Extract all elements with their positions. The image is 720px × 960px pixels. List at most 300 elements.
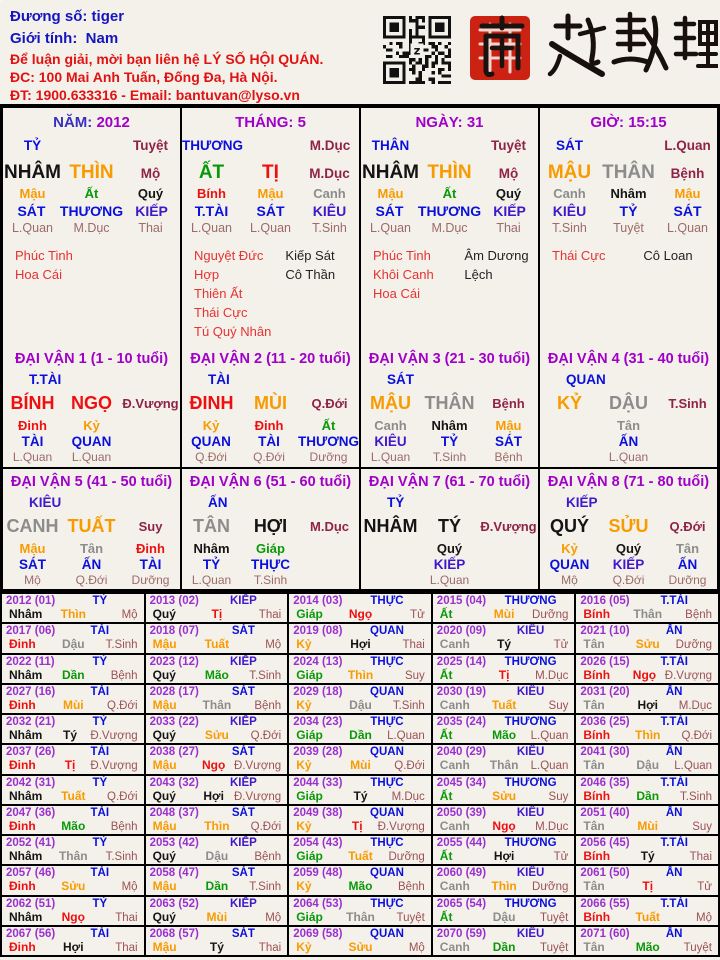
year-cell	[2, 594, 144, 622]
dai-van-sub-stem: Đinh	[18, 418, 47, 433]
star-red: Tú Quý Nhân	[194, 324, 272, 339]
dai-van-sub-god: KIẾP	[612, 556, 645, 572]
year-cell-line1	[433, 928, 575, 940]
year-stem: Giáp	[296, 788, 323, 803]
dai-van-sub-stage: L.Quan	[608, 450, 649, 464]
year-stem: Đinh	[9, 879, 36, 894]
year-cell-line2	[576, 607, 718, 621]
pillar-4	[540, 108, 717, 350]
year-label: 2015 (04)	[436, 595, 487, 608]
pillar-god-stage-row-item: Tuyệt	[132, 138, 168, 153]
year-cell-line1	[2, 898, 144, 910]
year-cell-line1	[576, 656, 718, 668]
year-label: 2065 (54)	[436, 897, 487, 910]
year-stage: Đ.Vượng	[234, 760, 282, 773]
star-red: Thái Cực	[194, 305, 248, 320]
dai-van-subcolumn	[3, 541, 62, 588]
year-cell-line1	[433, 898, 575, 910]
dai-van-stem-branch-row-item: SỬU	[608, 515, 649, 536]
year-stage: Thai	[402, 639, 425, 652]
year-stage: M.Dục	[391, 790, 425, 803]
pillar-stem-branch-row-item: THÂN	[602, 162, 655, 183]
year-cell-line1	[2, 746, 144, 758]
year-label: 2029 (18)	[293, 685, 343, 698]
contact-line-1: Để luận giải, mời bạn liên hệ LÝ SỐ HỘI QUÁN.	[10, 51, 324, 67]
year-branch: Mùi	[206, 909, 228, 924]
year-cell-line2	[2, 668, 144, 682]
dai-van-title: ĐẠI VẬN 3 (21 - 30 tuổi)	[368, 351, 531, 367]
dai-van-subcolumn	[62, 418, 121, 465]
year-cell	[2, 866, 144, 894]
year-label: 2016 (05)	[580, 595, 630, 608]
year-cell	[576, 866, 718, 894]
year-god: THỰC	[370, 716, 404, 729]
year-label: 2017 (06)	[6, 625, 56, 638]
dai-van-subcolumns	[182, 418, 359, 465]
year-cell-line1	[146, 625, 288, 637]
year-cell-line2	[146, 819, 288, 833]
dai-van-title: ĐẠI VẬN 6 (51 - 60 tuổi)	[189, 473, 352, 490]
year-cell-line1	[576, 686, 718, 698]
year-stem: Ất	[439, 909, 453, 924]
year-god: QUAN	[370, 625, 404, 638]
year-god: ẤN	[665, 806, 683, 819]
year-cell-line2	[146, 728, 288, 742]
dai-van-subcolumn	[540, 541, 599, 588]
dai-van-stem-branch-row-item: TÝ	[437, 515, 461, 536]
pillar-hidden-gods-row-item: KIẾP	[493, 203, 526, 219]
year-stage: Q.Đới	[107, 790, 138, 803]
pillar-hidden-gods-row-item: TỶ	[619, 203, 638, 219]
year-god: KIẾP	[229, 655, 257, 668]
year-cell-line1	[576, 928, 718, 940]
year-god: TÀI	[90, 685, 110, 698]
star-black: Kiếp Sát	[285, 248, 335, 263]
year-cell-line2	[576, 758, 718, 772]
pillar-stages-row-item: L.Quan	[369, 221, 411, 235]
pillar-stages-row	[540, 221, 717, 239]
pillar-hidden-stems-row	[361, 186, 538, 203]
year-cell	[289, 624, 431, 652]
year-cell	[146, 624, 288, 652]
year-stage: Suy	[548, 790, 569, 803]
dai-van-god: SÁT	[387, 372, 414, 387]
year-stem: Bính	[583, 728, 611, 743]
year-cell-line1	[576, 625, 718, 637]
year-label: 2046 (35)	[580, 776, 630, 789]
year-label: 2068 (57)	[149, 927, 199, 940]
pillar-god-stage-row	[3, 138, 180, 160]
year-branch: Mùi	[637, 818, 659, 833]
year-cell	[289, 897, 431, 925]
pillar-title	[182, 108, 359, 138]
year-cell-line1	[433, 686, 575, 698]
year-stage: Dưỡng	[388, 851, 425, 864]
year-god: QUAN	[370, 806, 404, 819]
year-cell	[433, 806, 575, 834]
dai-van-subcolumn	[420, 541, 479, 588]
year-branch: Dần	[205, 879, 229, 894]
year-god: SÁT	[231, 746, 255, 759]
year-label: 2037 (26)	[6, 746, 56, 759]
year-cell-line2	[146, 849, 288, 863]
year-stem: Kỷ	[296, 939, 312, 954]
calligraphy-char-viet	[550, 16, 604, 74]
year-branch: Tuất	[61, 788, 86, 803]
year-stem: Giáp	[296, 667, 323, 682]
dai-van-subcolumn	[658, 418, 717, 465]
year-cell-line2	[289, 728, 431, 742]
pillar-stem-branch-row-item: Mộ	[498, 165, 519, 181]
year-branch: Thân	[633, 607, 663, 622]
year-label: 2036 (25)	[580, 716, 630, 729]
year-branch: Sửu	[492, 788, 517, 803]
year-cell-line2	[146, 879, 288, 893]
year-branch: Hợi	[493, 849, 515, 864]
year-god: QUAN	[370, 685, 404, 698]
year-branch: Thân	[346, 909, 375, 924]
year-label: 2060 (49)	[436, 867, 487, 880]
dai-van-subcolumn	[599, 541, 658, 588]
year-label: 2030 (19)	[436, 685, 487, 698]
year-branch: Thìn	[635, 728, 661, 743]
year-cell-line2	[433, 910, 575, 924]
year-branch: Thìn	[491, 879, 517, 894]
year-cell	[433, 624, 575, 652]
year-label: 2031 (20)	[580, 685, 630, 698]
year-label: 2012 (01)	[6, 595, 56, 608]
dai-van-stem-branch-row-item: Q.Đới	[669, 518, 706, 534]
year-cell	[289, 927, 431, 955]
pillar-hidden-gods-row-item: THƯƠNG	[417, 203, 482, 219]
year-branch: Hợi	[63, 939, 84, 954]
year-branch: Hợi	[350, 637, 371, 652]
year-stage: Thai	[689, 851, 713, 864]
year-stage: Mộ	[265, 639, 282, 652]
year-stage: Bệnh	[110, 820, 138, 833]
pillar-stars	[540, 239, 717, 265]
year-cell-line1	[576, 898, 718, 910]
dai-van-stem-branch-row-item: KỶ	[556, 393, 582, 413]
dai-van-subcolumn	[540, 418, 599, 465]
dai-van-7	[361, 469, 538, 590]
year-cell	[146, 897, 288, 925]
year-cell-line2	[433, 637, 575, 651]
pillar-hidden-stems-row	[182, 186, 359, 203]
year-cell-line2	[2, 607, 144, 621]
dai-van-title: ĐẠI VẬN 5 (41 - 50 tuổi)	[10, 473, 173, 490]
year-cell	[289, 776, 431, 804]
dai-van-sub-stage: Dưỡng	[668, 572, 707, 587]
pillar-hidden-stems-row-item: Ất	[84, 186, 99, 201]
star-red: Phúc Tinh	[15, 248, 73, 263]
dai-van-subcolumn	[182, 418, 240, 465]
dai-van-subcolumn	[420, 418, 479, 465]
dai-van-subcolumn	[361, 541, 420, 588]
year-label: 2014 (03)	[293, 595, 343, 608]
year-stage: Mộ	[121, 881, 138, 894]
year-cell-line2	[146, 668, 288, 682]
year-stem: Ất	[439, 667, 453, 682]
year-god: THỰC	[370, 595, 404, 608]
year-stage: Tuyệt	[683, 941, 713, 954]
dai-van-sub-stage: Q.Đới	[612, 572, 645, 587]
year-branch: Tị	[64, 758, 76, 773]
year-cell-line2	[433, 607, 575, 621]
pillar-hidden-stems-row-item: Mậu	[257, 186, 284, 201]
dai-van-sub-stage: L.Quan	[12, 450, 53, 464]
year-god: THỰC	[370, 837, 404, 850]
dai-van-8	[540, 469, 717, 590]
year-branch: Sửu	[348, 939, 373, 954]
dai-van-god: QUAN	[566, 372, 606, 387]
year-stem: Quý	[152, 909, 176, 924]
year-stage: Đ.Vượng	[377, 820, 425, 833]
dai-van-sub-stem: Tân	[79, 540, 104, 556]
year-god: SÁT	[231, 625, 255, 638]
year-stem: Tân	[583, 879, 605, 894]
year-stage: Q.Đới	[107, 699, 138, 712]
year-stem: Mậu	[152, 939, 177, 954]
dai-van-sub-stage: L.Quan	[191, 572, 232, 587]
year-branch: Tuất	[635, 909, 660, 924]
year-cell	[576, 836, 718, 864]
pillar-hidden-gods-row-item: SÁT	[673, 203, 702, 219]
year-god: T.TÀI	[660, 655, 688, 668]
year-cell	[146, 715, 288, 743]
year-stage: M.Dục	[678, 699, 713, 712]
star-red: Thiên Ất	[194, 286, 243, 301]
dai-van-stem-branch-row-item: T.Sinh	[668, 396, 707, 411]
year-branch: Dần	[492, 939, 516, 954]
year-stem: Bính	[583, 849, 611, 864]
year-cell	[2, 927, 144, 955]
pillar-title-value: 15:15	[628, 114, 667, 131]
pillar-hidden-gods-row-item: KIẾP	[135, 203, 168, 219]
year-label: 2025 (14)	[436, 655, 487, 668]
year-stem: Nhâm	[9, 909, 43, 924]
year-stage: Tử	[553, 639, 569, 652]
pillar-stars	[182, 239, 359, 341]
pillar-stages-row-item: T.Sinh	[312, 221, 347, 235]
pillar-title-value: 2012	[96, 114, 130, 131]
year-god: KIÊU	[516, 746, 545, 759]
dai-van-6	[182, 469, 359, 590]
dai-van-sub-stage: Q.Đới	[195, 450, 227, 464]
year-stage: Q.Đới	[250, 820, 282, 833]
year-cell	[289, 685, 431, 713]
gender-label: Giới tính:	[10, 30, 78, 47]
pillar-stem-branch-row-item: THÌN	[69, 162, 114, 183]
year-branch: Hợi	[637, 697, 658, 712]
year-branch: Thân	[489, 758, 519, 773]
pillar-stem-branch-row	[3, 160, 180, 186]
dai-van-stem-branch-row-item: QUÝ	[549, 515, 589, 536]
year-label: 2018 (07)	[149, 625, 199, 638]
year-label: 2038 (27)	[149, 746, 199, 759]
year-branch: Thìn	[60, 607, 86, 622]
year-cell-line1	[289, 595, 431, 607]
year-cell-line1	[146, 595, 288, 607]
dai-van-title: ĐẠI VẬN 1 (1 - 10 tuổi)	[14, 351, 169, 367]
year-god: SÁT	[231, 867, 255, 880]
header	[10, 6, 380, 104]
year-stem: Kỷ	[296, 879, 312, 894]
year-stage: Tuyệt	[540, 911, 569, 924]
year-stage: Dưỡng	[532, 609, 569, 622]
year-stem: Ất	[439, 607, 453, 622]
year-cell-line2	[433, 879, 575, 893]
year-cell-line1	[433, 867, 575, 879]
dai-van-subcolumn	[241, 541, 300, 588]
dai-van-stem-branch-row	[182, 391, 359, 416]
year-cell	[576, 776, 718, 804]
pillar-stars-red	[194, 246, 285, 341]
year-cell-line2	[289, 668, 431, 682]
pillar-god-stage-row-item: M.Dục	[309, 138, 351, 153]
year-cell-line2	[576, 668, 718, 682]
year-stem: Nhâm	[9, 728, 43, 743]
year-cell-line2	[2, 698, 144, 712]
year-stage: L.Quan	[530, 760, 569, 773]
year-cell	[433, 715, 575, 743]
year-branch: Ngọ	[632, 667, 657, 682]
year-stage: Dưỡng	[675, 639, 713, 652]
year-cell	[2, 776, 144, 804]
dai-van-sub-stem: Kỷ	[561, 540, 578, 556]
year-label: 2033 (22)	[149, 716, 199, 729]
year-god: KIÊU	[516, 927, 545, 940]
year-label: 2054 (43)	[293, 837, 343, 850]
year-cell-line1	[2, 837, 144, 849]
dai-van-stem-branch-row	[540, 514, 717, 539]
year-branch: Tuất	[348, 849, 373, 864]
pillar-stages-row	[182, 221, 359, 239]
year-cell-line1	[146, 928, 288, 940]
pillar-3	[361, 108, 538, 350]
year-stage: T.Sinh	[249, 669, 282, 682]
year-label: 2051 (40)	[580, 806, 630, 819]
pillar-hidden-stems-row-item: Ất	[442, 186, 457, 201]
dai-van-stem-branch-row-item: BÍNH	[10, 393, 55, 413]
dai-van-stem-branch-row	[540, 391, 717, 416]
year-stage: Thai	[258, 941, 282, 954]
year-god: THƯƠNG	[504, 655, 557, 668]
year-cell	[2, 655, 144, 683]
year-stage: Thai	[115, 911, 138, 924]
year-cell	[289, 866, 431, 894]
year-cell-line1	[2, 625, 144, 637]
dai-van-subcolumns	[540, 541, 717, 588]
year-cell-line2	[576, 940, 718, 954]
year-cell	[433, 897, 575, 925]
year-stem: Tân	[583, 818, 605, 833]
year-stem: Canh	[439, 637, 470, 652]
dai-van-subcolumn	[240, 418, 298, 465]
year-cell	[576, 624, 718, 652]
year-cell-line2	[2, 879, 144, 893]
dai-van-subcolumn	[182, 541, 241, 588]
dai-van-god: ẤN	[208, 494, 228, 510]
year-god: SÁT	[231, 927, 255, 940]
pillar-title-label: NĂM:	[53, 114, 97, 131]
year-cell	[576, 806, 718, 834]
year-cell-line2	[289, 789, 431, 803]
pillar-stem-branch-row-item: Bệnh	[670, 165, 705, 181]
dai-van-sub-stage: Mộ	[24, 572, 41, 587]
year-cell	[2, 685, 144, 713]
dai-van-stem-branch-row-item: DẬU	[609, 393, 648, 413]
pillar-hidden-stems-row-item: Canh	[313, 186, 346, 201]
year-label: 2067 (56)	[6, 927, 56, 940]
year-cell	[2, 624, 144, 652]
year-stem: Ất	[439, 849, 453, 864]
year-cell	[289, 745, 431, 773]
pillar-stars	[3, 239, 180, 284]
year-label: 2039 (28)	[293, 746, 343, 759]
year-cell-line1	[289, 746, 431, 758]
year-cell-line1	[2, 928, 144, 940]
pillar-hidden-gods-row	[361, 203, 538, 221]
year-stem: Nhâm	[9, 849, 43, 864]
dai-van-sub-god: TỶ	[202, 556, 221, 572]
dai-van-stem-branch-row-item: Suy	[138, 518, 163, 534]
dai-van-sub-stem: Kỷ	[83, 418, 100, 433]
year-god: THƯƠNG	[504, 776, 557, 789]
year-grid-table	[0, 592, 720, 957]
year-cell-line1	[289, 898, 431, 910]
year-god: THƯƠNG	[504, 837, 557, 850]
gender-value: Nam	[85, 30, 119, 47]
year-branch: Mùi	[350, 758, 371, 773]
dai-van-4	[540, 346, 717, 467]
pillar-hidden-gods-row-item: KIÊU	[552, 203, 587, 219]
dai-van-sub-stem: Mậu	[19, 540, 46, 556]
dai-van-subcolumn	[479, 418, 538, 465]
year-stem: Kỷ	[296, 758, 312, 773]
dai-van-table	[0, 346, 720, 592]
year-branch: Thìn	[204, 818, 230, 833]
dai-van-god: TÀI	[208, 372, 230, 387]
year-cell-line1	[289, 807, 431, 819]
year-branch: Tuất	[204, 637, 230, 652]
year-label: 2042 (31)	[6, 776, 56, 789]
dai-van-sub-stage: Q.Đới	[75, 572, 108, 587]
year-branch: Mão	[204, 667, 229, 682]
year-cell	[146, 806, 288, 834]
pillar-god-stage-row-item: L.Quan	[664, 138, 711, 153]
year-stage: Q.Đới	[681, 730, 713, 743]
contact-line-2: ĐC: 100 Mai Anh Tuấn, Đống Đa, Hà Nội.	[10, 69, 278, 85]
dai-van-subcolumn	[3, 418, 62, 465]
pillar-hidden-gods-row	[182, 203, 359, 221]
year-cell-line1	[433, 716, 575, 728]
year-god: ẤN	[665, 685, 683, 698]
pillar-god-stage-row-item	[599, 138, 658, 160]
year-stem: Kỷ	[296, 697, 312, 712]
year-god: THƯƠNG	[504, 716, 557, 729]
pillar-stages-row-item: M.Dục	[73, 221, 110, 235]
pillar-hidden-gods-row-item: KIÊU	[312, 203, 347, 219]
year-label: 2032 (21)	[6, 716, 56, 729]
year-stage: T.Sinh	[392, 699, 425, 712]
year-cell-line2	[2, 637, 144, 651]
year-label: 2028 (17)	[149, 685, 199, 698]
year-cell-line2	[433, 819, 575, 833]
pillar-hidden-stems-row-item: Bính	[197, 186, 226, 201]
dai-van-3	[361, 346, 538, 467]
year-cell-line2	[576, 819, 718, 833]
